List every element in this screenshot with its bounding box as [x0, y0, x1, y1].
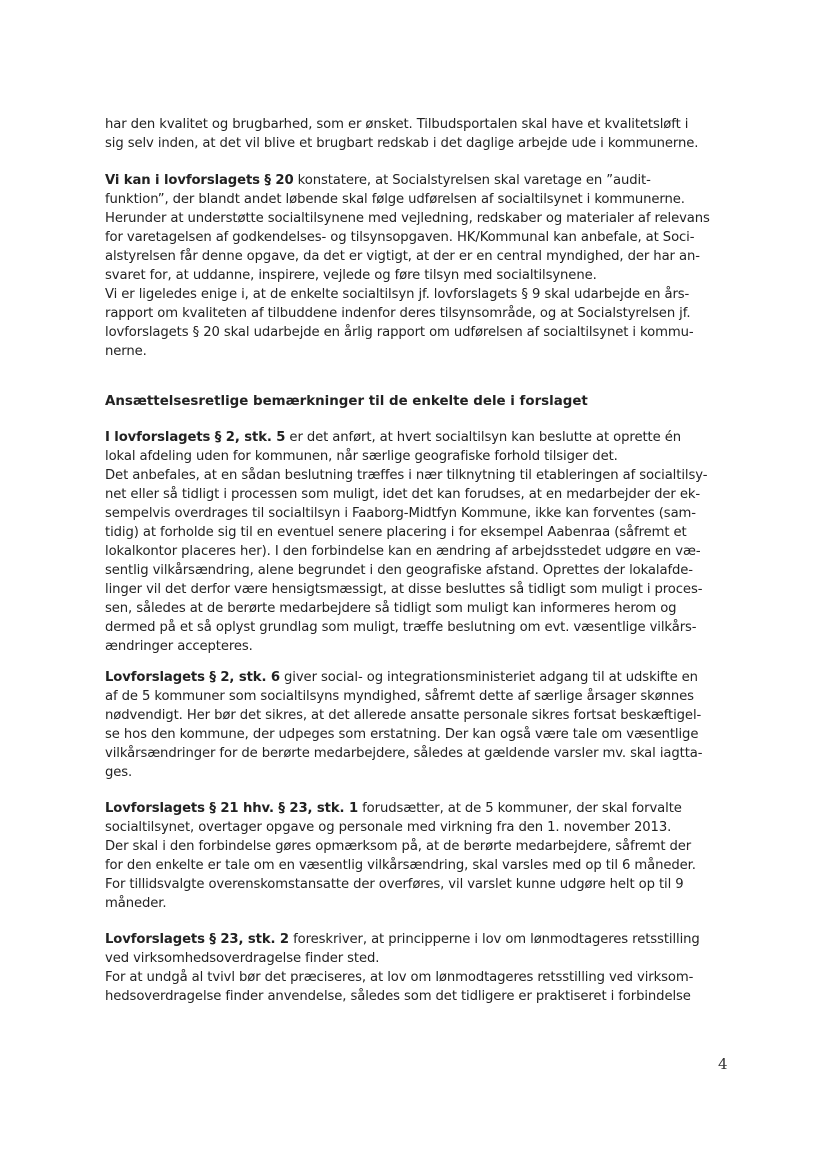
- text-line: sig selv inden, at det vil blive et brugbart redskab i det daglige arbejde ude i kommunerne.: [105, 136, 699, 151]
- paragraph-tilbudsportal: [105, 115, 745, 153]
- text-line: [105, 799, 745, 818]
- text-line: se hos den kommune, der udpeges som erstatning. Der kan også være tale om væsentlige: [105, 727, 699, 742]
- text-line: [105, 171, 745, 190]
- paragraph-section-21-23: [105, 799, 745, 913]
- text-line: for den enkelte er tale om en væsentlig vilkårsændring, skal varsles med op til 6 måneder.: [105, 858, 696, 873]
- text-line: [105, 668, 745, 687]
- paragraph-lead: Lovforslagets § 2, stk. 6: [105, 670, 280, 685]
- text-line: har den kvalitet og brugbarhed, som er ønsket. Tilbudsportalen skal have et kvalitetsløft i: [105, 117, 689, 132]
- section-heading: Ansættelsesretlige bemærkninger til de enkelte dele i forslaget: [105, 394, 588, 409]
- text-line: svaret for, at uddanne, inspirere, vejlede og føre tilsyn med socialtilsynene.: [105, 268, 597, 283]
- text-line: tidig) at forholde sig til en eventuel senere placering i for eksempel Aabenraa (såfremt et: [105, 525, 687, 540]
- text-line: Vi er ligeledes enige i, at de enkelte socialtilsyn jf. lovforslagets § 9 skal udarbejde en års-: [105, 287, 690, 302]
- text-line: nerne.: [105, 344, 147, 359]
- text-line: lokal afdeling uden for kommunen, når særlige geografiske forhold tilsiger det.: [105, 449, 618, 464]
- text-fragment: konstatere, at Socialstyrelsen skal varetage en ”audit-: [293, 173, 651, 188]
- text-fragment: forudsætter, at de 5 kommuner, der skal forvalte: [358, 801, 682, 816]
- text-line: For at undgå al tvivl bør det præciseres, at lov om lønmodtageres retsstilling ved virksom-: [105, 970, 694, 985]
- text-fragment: foreskriver, at principperne i lov om lønmodtageres retsstilling: [289, 932, 700, 947]
- text-line: for varetagelsen af godkendelses- og tilsynsopgaven. HK/Kommunal kan anbefale, at Soci-: [105, 230, 695, 245]
- text-line: Herunder at understøtte socialtilsynene med vejledning, redskaber og materialer af relevans: [105, 211, 710, 226]
- text-line: lokalkontor placeres her). I den forbindelse kan en ændring af arbejdsstedet udgøre en væ-: [105, 544, 701, 559]
- text-line: For tillidsvalgte overenskomstansatte der overføres, vil varslet kunne udgøre helt op til 9: [105, 877, 684, 892]
- text-line: [105, 428, 745, 447]
- text-line: funktion”, der blandt andet løbende skal følge udførelsen af socialtilsynet i kommunerne.: [105, 192, 685, 207]
- text-line: ved virksomhedsoverdragelse finder sted.: [105, 951, 380, 966]
- paragraph-lead: Vi kan i lovforslagets § 20: [105, 173, 294, 188]
- text-line: dermed på et så oplyst grundlag som muligt, træffe beslutning om evt. væsentlige vilkårs-: [105, 620, 697, 635]
- paragraph-section-2-stk-5: [105, 428, 745, 656]
- text-line: hedsoverdragelse finder anvendelse, således som det tidligere er praktiseret i forbindelse: [105, 989, 691, 1004]
- text-line: [105, 930, 745, 949]
- text-line: måneder.: [105, 896, 167, 911]
- text-line: ændringer accepteres.: [105, 639, 253, 654]
- text-line: net eller så tidligt i processen som muligt, idet det kan forudses, at en medarbejder der ek-: [105, 487, 701, 502]
- text-fragment: giver social- og integrationsministeriet adgang til at udskifte en: [279, 670, 698, 685]
- text-line: vilkårsændringer for de berørte medarbejdere, således at gældende varsler mv. skal iagtta-: [105, 746, 703, 761]
- paragraph-lead: Lovforslagets § 21 hhv. § 23, stk. 1: [105, 801, 359, 816]
- text-line: Det anbefales, at en sådan beslutning træffes i nær tilknytning til etableringen af socialtilsy-: [105, 468, 708, 483]
- text-line: nødvendigt. Her bør det sikres, at det allerede ansatte personale sikres fortsat beskæftigel-: [105, 708, 702, 723]
- text-line: sen, således at de berørte medarbejdere så tidligt som muligt kan informeres herom og: [105, 601, 677, 616]
- text-line: sempelvis overdrages til socialtilsyn i Faaborg-Midtfyn Kommune, ikke kan forventes (sam-: [105, 506, 696, 521]
- text-line: lovforslagets § 20 skal udarbejde en årlig rapport om udførelsen af socialtilsynet i kommu-: [105, 325, 694, 340]
- text-line: af de 5 kommuner som socialtilsyns myndighed, såfremt dette af særlige årsager skønnes: [105, 689, 694, 704]
- paragraph-section-20: [105, 171, 745, 361]
- paragraph-section-23-stk-2: [105, 930, 745, 1006]
- text-line: alstyrelsen får denne opgave, da det er vigtigt, at der er en central myndighed, der har an-: [105, 249, 700, 264]
- text-line: sentlig vilkårsændring, alene begrundet i den geografiske afstand. Oprettes der lokalafde-: [105, 563, 693, 578]
- text-line: Der skal i den forbindelse gøres opmærksom på, at de berørte medarbejdere, såfremt der: [105, 839, 692, 854]
- page-number: 4: [718, 1055, 728, 1073]
- text-line: linger vil det derfor være hensigtsmæssigt, at disse besluttes så tidligt som muligt i proces-: [105, 582, 703, 597]
- paragraph-section-2-stk-6: [105, 668, 745, 782]
- text-line: ges.: [105, 765, 133, 780]
- text-line: rapport om kvaliteten af tilbuddene indenfor deres tilsynsområde, og at Socialstyrelsen jf.: [105, 306, 691, 321]
- text-fragment: er det anført, at hvert socialtilsyn kan beslutte at oprette én: [285, 430, 681, 445]
- text-line: socialtilsynet, overtager opgave og personale med virkning fra den 1. november 2013.: [105, 820, 672, 835]
- paragraph-lead: I lovforslagets § 2, stk. 5: [105, 430, 286, 445]
- paragraph-lead: Lovforslagets § 23, stk. 2: [105, 932, 289, 947]
